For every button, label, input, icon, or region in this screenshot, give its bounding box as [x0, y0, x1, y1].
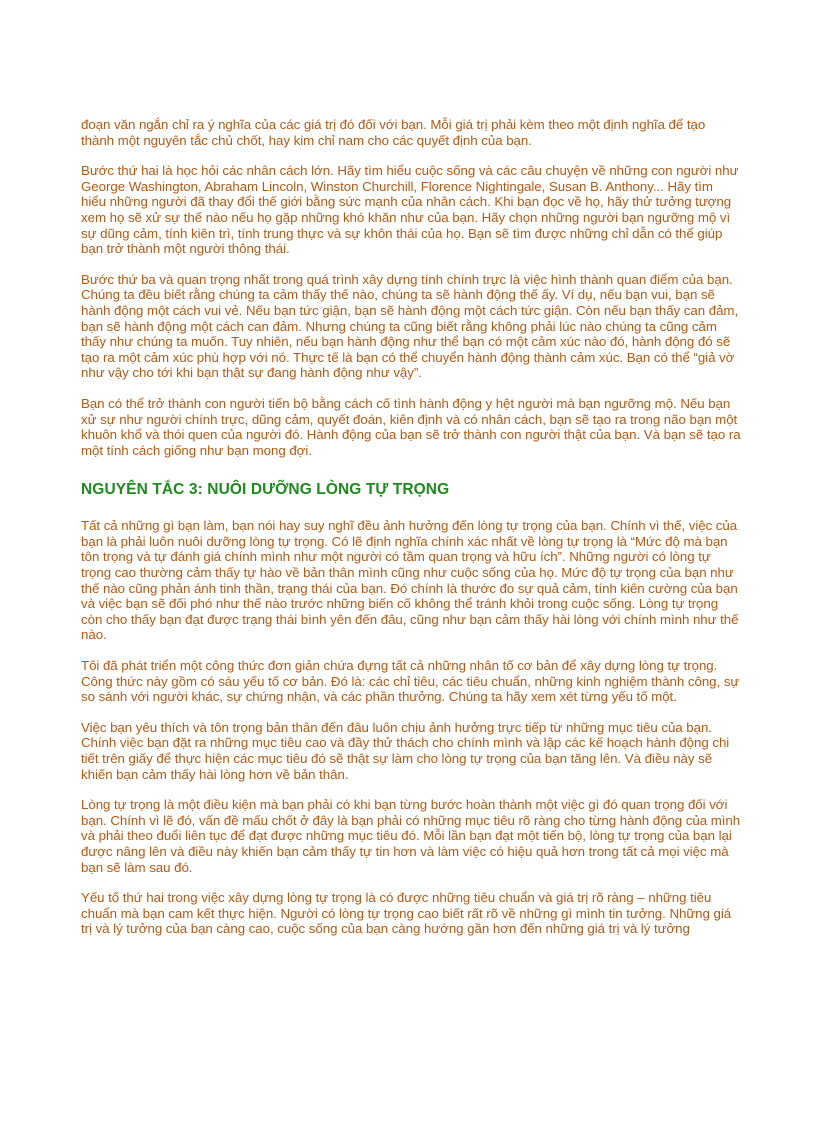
paragraph-values-definition: đoạn văn ngắn chỉ ra ý nghĩa của các giá trị đó đối với bạn. Mỗi giá trị phải kèm theo một định nghĩa để tạo thành một nguyên tắc chủ chốt, hay kim chỉ nam cho các quyết định của bạn. — [81, 117, 706, 148]
paragraph-form-attitude: Bước thứ ba và quan trọng nhất trong quá trình xây dựng tính chính trực là việc hình thành quan điểm của bạn. Chúng ta đều biết rằng chúng ta cảm thấy thế nào, chúng ta sẽ hành động thế ấy. Ví dụ, nếu bạn vui, bạn sẽ hành động một cách vui vẻ. Nếu bạn tức giận, bạn sẽ hành động một cách tức giận. Còn nếu bạn thấy can đảm, bạn sẽ hành động một cách can đảm. Nhưng chúng ta cũng biết rằng không phải lúc nào chúng ta cũng cảm thấy như chúng ta muốn. Tuy nhiên, nếu bạn hành động như thể bạn có một cảm xúc nào đó, hành động đó sẽ tạo ra một cảm xúc phù hợp với nó. Thực tế là bạn có thể chuyển hành động thành cảm xúc. Bạn có thể “giả vờ như vậy cho tới khi bạn thật sự đang hành động như vậy”. — [81, 271, 739, 381]
paragraph-standards-values: Yếu tố thứ hai trong việc xây dựng lòng tự trọng là có được những tiêu chuẩn và giá trị rõ ràng – những tiêu chuẩn mà bạn cam kết thực hiện. Người có lòng tự trọng cao biết rất rõ về những gì mình tin tưởng. Những giá trị và lý tưởng của bạn càng cao, cuộc sống của bạn càng hướng gần hơn đến những giá trị và lý tưởng — [81, 890, 732, 937]
paragraph-progress: Lòng tự trọng là một điều kiện mà bạn phải có khi bạn từng bước hoàn thành một việc gì đó quan trọng đối với bạn. Chính vì lẽ đó, vấn đề mấu chốt ở đây là bạn phải có những mục tiêu rõ ràng cho từng hành động của mình và phải theo đuổi liên tục để đạt được những mục tiêu đó. Mỗi lần bạn đạt một tiến bộ, lòng tự trọng của bạn lại được nâng lên và điều này khiến bạn cảm thấy tự tin hơn và làm việc có hiệu quả hơn trong tất cả mọi việc mà bạn sẽ làm sau đó. — [81, 797, 741, 875]
section-heading-principle-3: NGUYÊN TẮC 3: NUÔI DƯỠNG LÒNG TỰ TRỌNG — [81, 481, 450, 499]
paragraph-self-esteem-definition: Tất cả những gì bạn làm, bạn nói hay suy nghĩ đều ảnh hưởng đến lòng tự trọng của bạn. Chính vì thế, việc của bạn là phải luôn nuôi dưỡng lòng tự trọng. Có lẽ định nghĩa chính xác nhất về lòng tự trọng là “Mức độ mà bạn tôn trọng và tự đánh giá chính mình như một người có tầm quan trọng và hữu ích”. Những người có lòng tự trọng cao thường cảm thấy tự hào về bản thân mình cũng như cuộc sống của họ. Mức độ tự trọng của bạn như thế nào cũng phản ánh tinh thần, trạng thái của bạn. Đó chính là thước đo sự quả cảm, tính kiên cường của bạn và việc bạn sẽ đối phó như thế nào trước những biến cố không thể tránh khỏi trong cuộc sống. Lòng tự trọng còn cho thấy bạn đạt được trạng thái bình yên đến đâu, cũng như bạn cảm thấy hài lòng với chính mình như thế nào. — [81, 518, 739, 643]
document-page — [81, 117, 741, 952]
paragraph-self-esteem-formula: Tôi đã phát triển một công thức đơn giản chứa đựng tất cả những nhân tố cơ bản để xây dựng lòng tự trọng. Công thức này gồm có sáu yếu tố cơ bản. Đó là: các chỉ tiêu, các tiêu chuẩn, những kinh nghiệm thành công, sự so sánh với người khác, sự chứng nhận, và các phần thưởng. Chúng ta hãy xem xét từng yếu tố một. — [81, 658, 740, 705]
paragraph-act-like-admired-person: Bạn có thể trở thành con người tiến bộ bằng cách cố tình hành động y hệt người mà bạn ngưỡng mộ. Nếu bạn xử sự như người chính trực, dũng cảm, quyết đoán, kiên định và có nhân cách, bạn sẽ tạo ra trong não bạn một khuôn khổ và thói quen của người đó. Hành động của bạn sẽ trở thành con người thật của bạn. Và bạn sẽ tạo ra một tính cách giống như bạn mong đợi. — [81, 395, 741, 458]
paragraph-goals: Việc bạn yêu thích và tôn trọng bản thân đến đâu luôn chịu ảnh hưởng trực tiếp từ những mục tiêu của bạn. Chính việc bạn đặt ra những mục tiêu cao và đầy thử thách cho chính mình và lập các kế hoạch hành động chi tiết trên giấy để thực hiện các mục tiêu đó sẽ thật sự làm cho lòng tự trọng của bạn tăng lên. Và điều này sẽ khiến bạn cảm thấy hài lòng hơn về bản thân. — [81, 719, 730, 782]
paragraph-study-great-characters: Bước thứ hai là học hỏi các nhân cách lớn. Hãy tìm hiểu cuộc sống và các câu chuyện về những con người như George Washington, Abraham Lincoln, Winston Churchill, Florence Nightingale, Susan B. Anthony... Hãy tìm hiểu những người đã thay đổi thế giới bằng sức mạnh của nhân cách. Khi bạn đọc về họ, hãy thử tưởng tượng xem họ sẽ xử sự thế nào nếu họ gặp những khó khăn như của bạn. Hãy chọn những người bạn ngưỡng mộ vì sự dũng cảm, tính kiên trì, tính trung thực và sự khôn thái của họ. Bạn sẽ tìm được những chỉ dẫn có thể giúp bạn trở thành một người thông thái. — [81, 163, 739, 257]
